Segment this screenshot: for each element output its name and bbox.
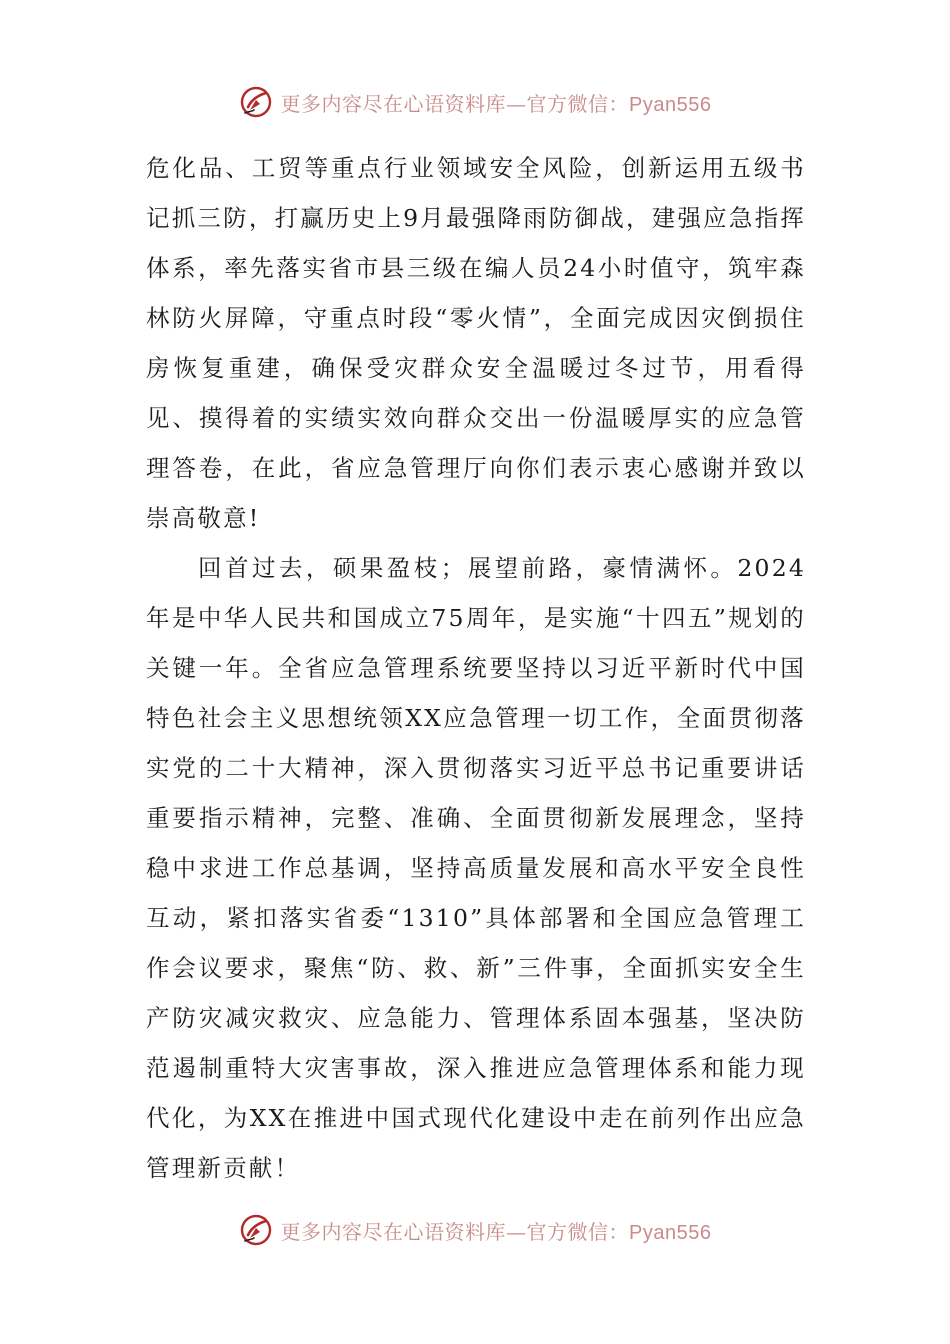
banner-text: 更多内容尽在心语资料库—官方微信：Pyan556 [280, 91, 712, 116]
document-body [146, 143, 806, 1193]
paragraph-continued: 危化品、工贸等重点行业领域安全风险，创新运用五级书记抓三防，打赢历史上9月最强降雨防御战，建强应急指挥体系，率先落实省市县三级在编人员24小时值守，筑牢森林防火屏障，守重点时段“零火情”，全面完成因灾倒损住房恢复重建，确保受灾群众安全温暖过冬过节，用看得见、摸得着的实绩实效向群众交出一份温暖厚实的应急管理答卷，在此，省应急管理厅向你们表示衷心感谢并致以崇高敬意! [146, 154, 806, 532]
banner-text: 更多内容尽在心语资料库—官方微信：Pyan556 [280, 1219, 712, 1244]
pen-swirl-logo-icon [239, 1213, 273, 1247]
pen-swirl-logo-icon [239, 85, 273, 119]
paragraph-outlook: 回首过去，硕果盈枝；展望前路，豪情满怀。2024年是中华人民共和国成立75周年，是实施“十四五”规划的关键一年。全省应急管理系统要坚持以习近平新时代中国特色社会主义思想统领XX应急管理一切工作，全面贯彻落实党的二十大精神，深入贯彻落实习近平总书记重要讲话重要指示精神，完整、准确、全面贯彻新发展理念，坚持稳中求进工作总基调，坚持高质量发展和高水平安全良性互动，紧扣落实省委“1310”具体部署和全国应急管理工作会议要求，聚焦“防、救、新”三件事，全面抓实安全生产防灾减灾救灾、应急能力、管理体系固本强基，坚决防范遏制重特大灾害事故，深入推进应急管理体系和能力现代化，为XX在推进中国式现代化建设中走在前列作出应急管理新贡献！ [146, 554, 806, 1182]
wechat-id: Pyan556 [629, 1221, 712, 1244]
header-banner [0, 80, 950, 124]
wechat-id: Pyan556 [629, 93, 712, 116]
footer-banner [0, 1208, 950, 1252]
